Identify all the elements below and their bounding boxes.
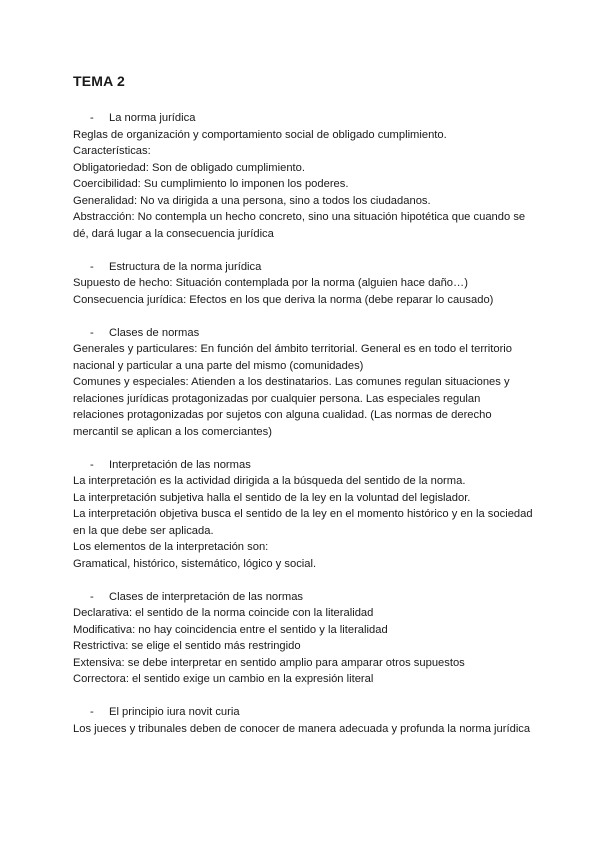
paragraph-line: Consecuencia jurídica: Efectos en los que deriva la norma (debe reparar lo causado) <box>73 293 494 306</box>
paragraph-line: Extensiva: se debe interpretar en sentido amplio para amparar otros supuestos <box>73 656 465 669</box>
section-heading <box>73 589 533 606</box>
paragraph-line: Abstracción: No contempla un hecho concreto, sino una situación hipotética que cuando se dé, dará lugar a la consecuencia jurídica <box>73 211 526 240</box>
paragraph-line: Generalidad: No va dirigida a una persona, sino a todos los ciudadanos. <box>73 194 431 207</box>
section <box>73 110 533 242</box>
paragraph-line: Supuesto de hecho: Situación contemplada por la norma (alguien hace daño…) <box>73 277 468 289</box>
paragraph-line: Los jueces y tribunales deben de conocer de manera adecuada y profunda la norma jurídica <box>73 722 531 735</box>
paragraph-line: La interpretación subjetiva halla el sentido de la ley en la voluntad del legislador. <box>73 491 471 504</box>
bullet-dash: - <box>90 112 94 124</box>
section-heading <box>73 457 533 474</box>
section-heading-text: Clases de interpretación de las normas <box>109 590 304 603</box>
section <box>73 457 533 573</box>
paragraph-line: Correctora: el sentido exige un cambio en la expresión literal <box>73 673 374 685</box>
paragraph-line: La interpretación es la actividad dirigida a la búsqueda del sentido de la norma. <box>73 475 466 487</box>
section-heading <box>73 110 533 127</box>
section-heading-text: Interpretación de las normas <box>109 458 251 471</box>
section-heading-text: La norma jurídica <box>109 112 196 124</box>
paragraph-line: Gramatical, histórico, sistemático, lógico y social. <box>73 557 317 570</box>
section <box>73 259 533 309</box>
paragraph-line: Generales y particulares: En función del ámbito territorial. General es en todo el territorio nacional y particular a una parte del mismo (comunidades) <box>73 343 513 372</box>
section <box>73 704 533 737</box>
bullet-dash: - <box>90 326 94 339</box>
section-heading-text: Clases de normas <box>109 326 200 339</box>
paragraph-line: Características: <box>73 145 151 157</box>
paragraph-line: Reglas de organización y comportamiento social de obligado cumplimiento. <box>73 128 447 141</box>
section-heading <box>73 259 533 276</box>
section <box>73 589 533 688</box>
paragraph-line: La interpretación objetiva busca el sentido de la ley en el momento histórico y en la sociedad en la que debe ser aplicada. <box>73 508 533 537</box>
paragraph-line: Los elementos de la interpretación son: <box>73 541 269 553</box>
paragraph-line: Obligatoriedad: Son de obligado cumplimiento. <box>73 161 305 174</box>
section-heading-text: El principio iura novit curia <box>109 706 240 718</box>
paragraph-line: Modificativa: no hay coincidencia entre el sentido y la literalidad <box>73 623 388 636</box>
section <box>73 325 533 441</box>
bullet-dash: - <box>90 260 94 273</box>
section-heading <box>73 704 533 721</box>
section-heading <box>73 325 533 342</box>
bullet-dash: - <box>90 706 94 718</box>
paragraph-line: Comunes y especiales: Atienden a los destinatarios. Las comunes regulan situaciones y relaciones jurídicas protagonizadas por cualquier persona. Las especiales regulan relaciones protagonizadas por sujetos con alguna cualidad. (Las normas de derecho mercantil se aplican a los comerciantes) <box>73 376 510 438</box>
bullet-dash: - <box>90 458 94 471</box>
paragraph-line: Restrictiva: se elige el sentido más restringido <box>73 640 301 652</box>
page-title: TEMA 2 <box>73 73 126 89</box>
section-heading-text: Estructura de la norma jurídica <box>109 260 262 273</box>
document-content <box>73 110 533 754</box>
paragraph-line: Declarativa: el sentido de la norma coincide con la literalidad <box>73 607 374 619</box>
paragraph-line: Coercibilidad: Su cumplimiento lo imponen los poderes. <box>73 178 349 190</box>
bullet-dash: - <box>90 590 94 603</box>
